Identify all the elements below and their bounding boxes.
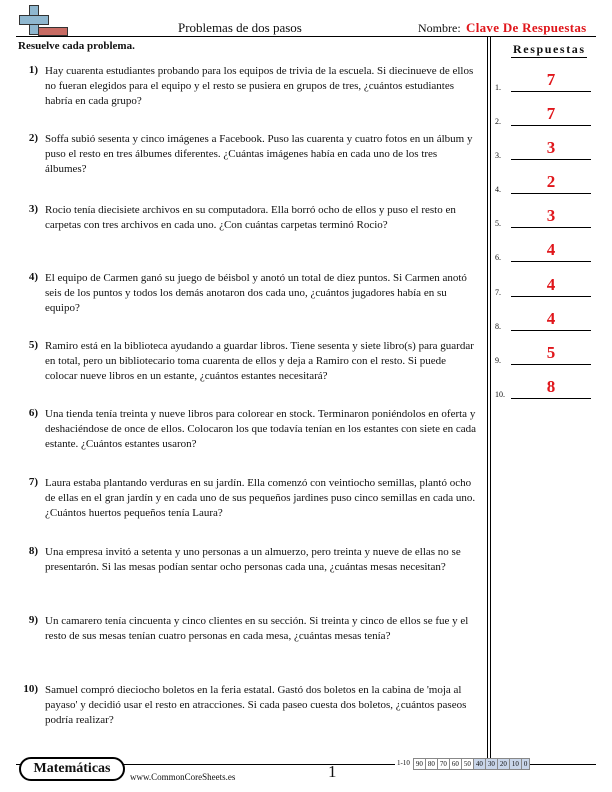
name-label: Nombre: [418,21,461,35]
problem-text: Soffa subió sesenta y cinco imágenes a Facebook. Puso las cuarenta y cuatro fotos en un álbum y puso el resto en tres álbumes diferentes. ¿Cuántas imágenes había en cada uno de los tres álbumes? [45,133,473,175]
answer-line [511,91,591,92]
logo-minus-icon [38,27,68,36]
problem-text: Samuel compró dieciocho boletos en la feria estatal. Gastó dos boletos en la cabina de 'moja al payaso' y decidió usar el resto en atracciones. Si cada paseo cuesta dos boletos, ¿cuántos paseos podría realizar? [45,684,467,726]
answer-value: 7 [546,70,556,89]
answer-value: 3 [546,206,556,225]
instructions: Resuelve cada problema. [18,40,135,52]
problem-number: 6) [28,407,38,419]
answers-title-underline [511,57,587,58]
score-table [396,758,530,770]
problem-number: 9) [28,614,38,626]
problem-number: 4) [28,271,38,283]
answer-value: 8 [546,377,556,396]
answer-number: 8. [495,322,501,331]
score-cell: 10 [509,758,522,770]
problem-number: 8) [28,545,38,557]
problem-text: Rocio tenía diecisiete archivos en su computadora. Ella borró ocho de ellos y puso el resto en carpetas con tres archivos en cada uno. ¿Con cuántas carpetas terminó Rocio? [45,204,456,231]
answers-title: Respuestas [513,42,586,56]
problem-text: El equipo de Carmen ganó su juego de béisbol y anotó un total de diez puntos. Si Carmen anotó seis de los puntos y todos los demás anotaron dos cada uno, ¿cuántos jugadores había en su equipo? [45,272,467,314]
score-cell: 50 [461,758,474,770]
problem-text: Ramiro está en la biblioteca ayudando a guardar libros. Tiene sesenta y siete libro(s) para guardar en total, pero un bibliotecario toma cuarenta de ellos y deja a Ramiro con el resto. Si puede colocar nueve libros en un estante, ¿cuántos estantes necesitará? [45,340,474,382]
answer-number: 5. [495,219,501,228]
problem-number: 7) [28,476,38,488]
answer-line [511,364,591,365]
answer-value: 2 [546,172,556,191]
answer-number: 10. [495,390,505,399]
problem-text: Hay cuarenta estudiantes probando para los equipos de trivia de la escuela. Si diecinueve de ellos no fueran elegidos para el equipo y el resto se pusiera en grupos de tres, ¿cuántos estudiantes habría en cada grupo? [45,65,474,107]
answers-column-divider [490,37,491,764]
problem-number: 10) [23,683,38,695]
answer-number: 6. [495,253,501,262]
answer-line [511,261,591,262]
subject-badge: Matemáticas [19,757,125,781]
score-range-label: 1-10 [395,758,414,768]
answer-number: 3. [495,151,501,160]
answer-line [511,193,591,194]
problem-text: Un camarero tenía cincuenta y cinco clientes en su sección. Si treinta y cinco de ellos se fue y el resto de sus mesas tenían cuatro personas en cada mesa, ¿cuántas mesas tenía? [45,615,469,642]
answer-number: 7. [495,288,501,297]
score-cell: 90 [413,758,426,770]
score-cell: 0 [521,758,531,770]
problem-number: 5) [28,339,38,351]
problem-text: Laura estaba plantando verduras en su jardín. Ella comenzó con veintiocho semillas, plantó ocho de ellas en el gran jardín y en cada uno de sus pequeños jardines puso cinco semillas en cada uno. ¿Cuántos huertos pequeños tenía Laura? [45,477,476,519]
answer-line [511,159,591,160]
answer-value: 4 [546,275,556,294]
score-cell: 30 [485,758,498,770]
answer-number: 9. [495,356,501,365]
answer-number: 4. [495,185,501,194]
answer-line [511,296,591,297]
answer-value: 4 [546,240,556,259]
problem-text: Una tienda tenía treinta y nueve libros para colorear en stock. Terminaron poniéndolos en oferta y deshaciéndose de once de ellos. Colocaron los que todavía tenían en los estantes con siete en cada estante. ¿Cuántos estantes usaron? [45,408,476,450]
score-cell: 80 [425,758,438,770]
answer-value: 3 [546,138,556,157]
score-cell: 60 [449,758,462,770]
answer-line [511,398,591,399]
problem-number: 1) [28,64,38,76]
answer-line [511,125,591,126]
answer-line [511,227,591,228]
worksheet-title: Problemas de dos pasos [178,20,302,35]
name-value: Clave De Respuestas [466,20,587,35]
score-cell: 70 [437,758,450,770]
problem-text: Una empresa invitó a setenta y uno personas a un almuerzo, pero treinta y nueve de ellas no se presentarón. Si las mesas podían sentar ocho personas cada una, ¿cuántas mesas necesitan? [45,546,461,573]
answer-value: 5 [546,343,556,362]
header-divider [16,36,596,37]
answer-number: 1. [495,83,501,92]
problem-number: 3) [28,203,38,215]
score-cell: 40 [473,758,486,770]
site-url: www.CommonCoreSheets.es [130,772,236,782]
page-number: 1 [328,762,337,781]
score-cell: 20 [497,758,510,770]
answer-value: 7 [546,104,556,123]
answer-value: 4 [546,309,556,328]
answers-column-divider [487,37,488,764]
problem-number: 2) [28,132,38,144]
answer-number: 2. [495,117,501,126]
answer-line [511,330,591,331]
